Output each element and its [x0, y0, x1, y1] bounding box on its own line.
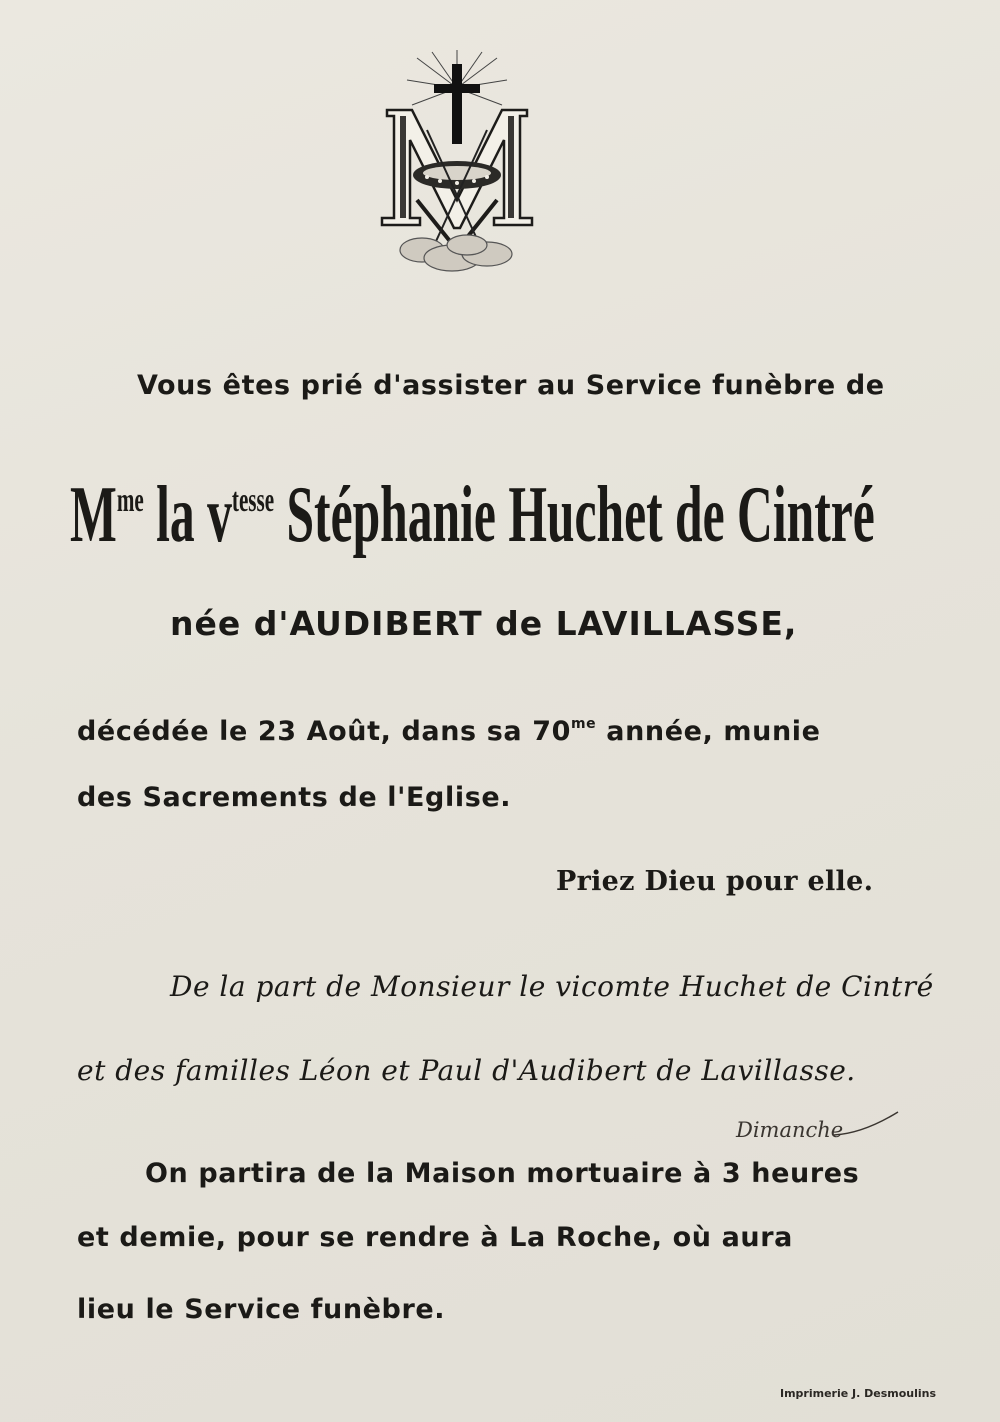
death-date-text: décédée le 23 Août, dans sa 70	[77, 716, 571, 747]
cloud-icon	[400, 235, 512, 271]
death-date-line	[77, 716, 821, 747]
rank-superscript: tesse	[231, 482, 275, 519]
departure-line-2: et demie, pour se rendre à La Roche, où aura	[77, 1222, 793, 1253]
family-line-2: et des familles Léon et Paul d'Audibert de Lavillasse.	[77, 1054, 856, 1087]
departure-line-1: On partira de la Maison mortuaire à 3 heures	[145, 1158, 860, 1189]
invitation-line: Vous êtes prié d'assister au Service funèbre de	[137, 370, 885, 401]
printer-credit: Imprimerie J. Desmoulins	[780, 1387, 937, 1400]
article-text: la v	[143, 471, 232, 559]
title-superscript: me	[116, 482, 144, 519]
handwritten-flourish-icon	[832, 1110, 902, 1140]
handwritten-note: Dimanche	[736, 1118, 844, 1142]
age-superscript: me	[570, 716, 597, 732]
full-name-text: Stéphanie Huchet de Cintré	[274, 471, 875, 559]
crown-of-thorns-icon	[413, 161, 501, 189]
family-line-1: De la part de Monsieur le vicomte Huchet de Cintré	[170, 970, 934, 1003]
marian-monogram-icon	[372, 50, 542, 275]
title-main: M	[70, 471, 117, 559]
departure-line-3: lieu le Service funèbre.	[77, 1294, 446, 1325]
prayer-line: Priez Dieu pour elle.	[556, 866, 874, 897]
sacraments-line: des Sacrements de l'Eglise.	[77, 782, 512, 813]
maiden-name-line: née d'AUDIBERT de LAVILLASSE,	[170, 604, 798, 643]
deceased-name	[70, 470, 875, 561]
death-date-text-end: année, munie	[596, 716, 821, 747]
